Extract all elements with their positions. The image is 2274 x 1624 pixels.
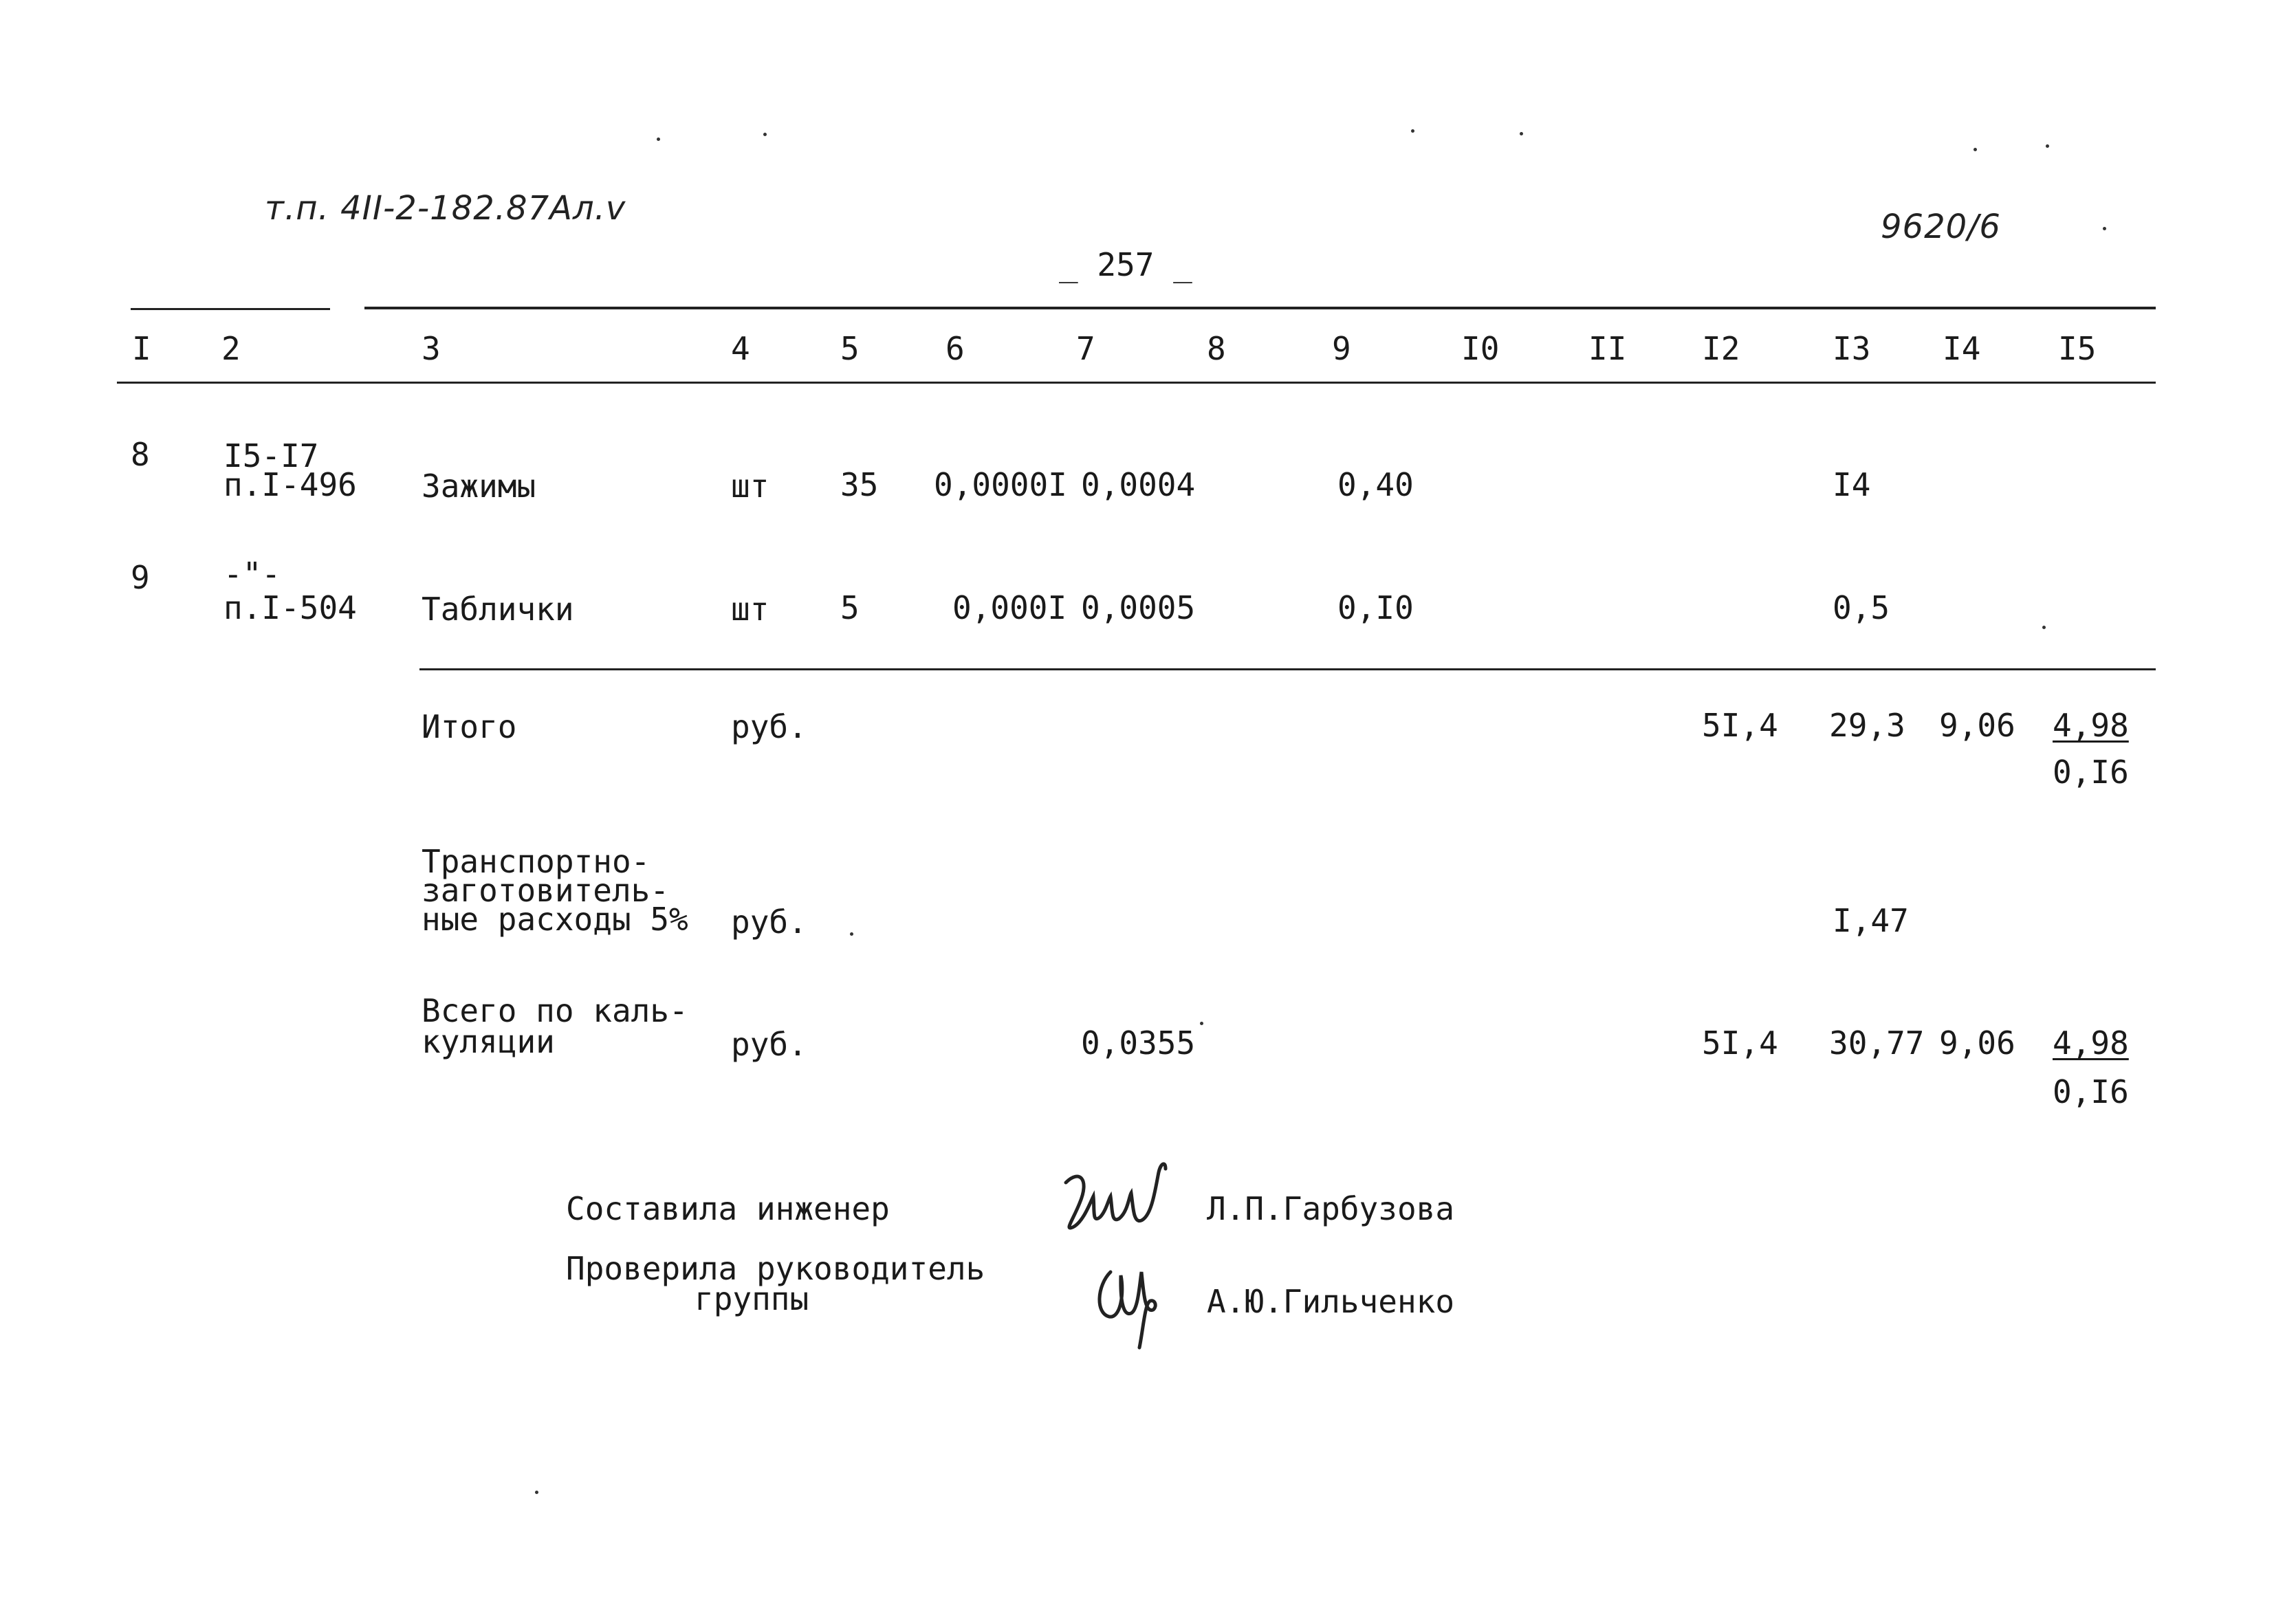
itogo-col15-bottom: 0,I6 [2053,754,2129,791]
col-header-11: II [1588,330,1627,367]
archive-number: 9620/6 [1881,208,2001,246]
itogo-col14: 9,06 [1939,707,2015,744]
row-8-col7: 0,0004 [1081,466,1196,503]
scan-speck [1974,148,1977,151]
row-9-number: 9 [131,559,150,596]
scan-speck [535,1491,538,1494]
row-8-number: 8 [131,436,150,473]
checked-by-name: А.Ю.Гильченко [1207,1283,1455,1320]
row-9-unit: шт [731,591,769,628]
vsego-col15-top: 4,98 [2053,1024,2129,1062]
col-header-14: I4 [1943,330,1981,367]
compiled-by-label: Составила инженер [566,1190,890,1227]
signature-gilchenko-icon [1090,1251,1166,1361]
vsego-label-line2: куляции [422,1023,555,1060]
page-number: _ 257 _ [1059,246,1192,283]
vsego-label-line1: Всего по каль- [422,992,688,1029]
vsego-col12: 5I,4 [1702,1024,1778,1062]
col-header-8: 8 [1207,330,1226,367]
itogo-label: Итого [422,708,517,745]
itogo-col15-top: 4,98 [2053,707,2129,744]
document-code: т.п. 4II-2-182.87Ал.v [265,189,626,228]
scan-speck [2042,626,2046,629]
scan-speck [2046,144,2049,148]
itogo-col12: 5I,4 [1702,707,1778,744]
scan-speck [657,138,660,141]
row-9-name: Таблички [422,591,574,628]
row-8-name: Зажимы [422,468,536,505]
row-8-col9: 0,40 [1337,466,1414,503]
transport-col13: I,47 [1833,902,1909,939]
col-header-10: I0 [1461,330,1500,367]
col-header-2: 2 [221,330,241,367]
vsego-col7: 0,0355 [1081,1024,1196,1062]
row-9-qty: 5 [840,589,860,626]
col-header-1: I [132,330,151,367]
row-8-ref-line2: п.I-496 [223,466,357,503]
col-header-4: 4 [731,330,750,367]
scan-speck [1520,132,1523,135]
row-8-qty: 35 [840,466,879,503]
scan-speck [763,133,767,136]
row-9-col6: 0,000I [952,589,1067,626]
checked-by-label-line1: Проверила руководитель [566,1250,985,1287]
transport-label-line3: ные расходы 5% [422,901,688,938]
scan-speck [2103,227,2106,230]
col-header-7: 7 [1076,330,1095,367]
col-header-9: 9 [1332,330,1351,367]
signature-garbuzova-icon [1052,1155,1176,1244]
col-header-12: I2 [1702,330,1740,367]
row-9-col7: 0,0005 [1081,589,1196,626]
vsego-col13: 30,77 [1829,1024,1925,1062]
transport-label-line2: заготовитель- [422,872,670,909]
col-header-15: I5 [2058,330,2097,367]
itogo-col13: 29,3 [1829,707,1905,744]
col-header-6: 6 [945,330,965,367]
scan-speck [850,932,853,936]
vsego-col15-bottom: 0,I6 [2053,1073,2129,1110]
totals-separator-line [419,668,2156,670]
row-9-col9: 0,I0 [1337,589,1414,626]
scan-speck [1411,129,1414,133]
row-9-col13: 0,5 [1833,589,1890,626]
row-8-col6: 0,0000I [934,466,1067,503]
checked-by-label-line2: группы [695,1280,809,1317]
compiled-by-name: Л.П.Гарбузова [1207,1190,1455,1227]
row-9-ref-line1: -"- [223,556,281,593]
scan-speck [1200,1022,1203,1025]
header-top-line-b [364,307,2156,309]
col-header-3: 3 [422,330,441,367]
vsego-unit: руб. [731,1026,807,1063]
col-header-13: I3 [1833,330,1871,367]
row-9-ref-line2: п.I-504 [223,589,357,626]
row-8-col13: I4 [1833,466,1871,503]
vsego-col14: 9,06 [1939,1024,2015,1062]
header-top-line-a [131,308,330,310]
transport-label-line1: Транспортно- [422,843,651,880]
itogo-unit: руб. [731,708,807,745]
row-8-unit: шт [731,468,769,505]
row-8-ref-line1: I5-I7 [223,437,319,474]
transport-unit: руб. [731,903,807,941]
col-header-5: 5 [840,330,860,367]
header-bottom-line [117,382,2156,384]
